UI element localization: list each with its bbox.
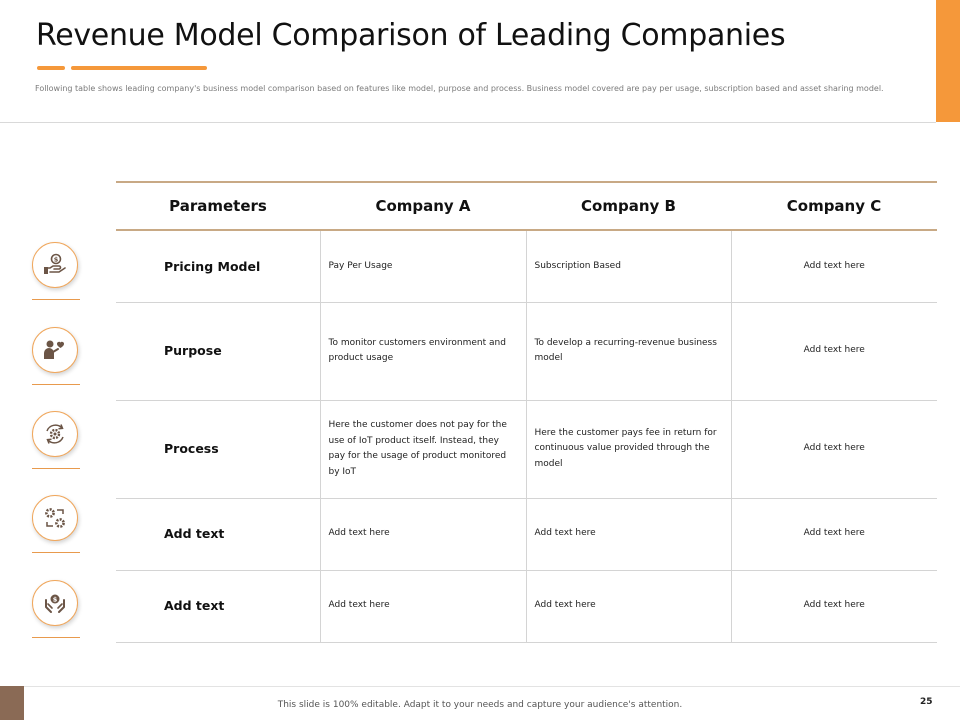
icon-underline — [32, 552, 80, 553]
slide-subtitle: Following table shows leading company's business model comparison based on features like model, purpose and process. Business model covered are pay per usage, subscription based and asset sharing model. — [35, 84, 884, 93]
icon-underline — [32, 468, 80, 469]
cell-company-a: To monitor customers environment and product usage — [320, 302, 526, 400]
row-parameter: Purpose — [116, 302, 320, 400]
cell-company-c: Add text here — [731, 230, 937, 302]
cell-company-a: Add text here — [320, 498, 526, 570]
gears-icon — [32, 495, 78, 541]
footer-text: This slide is 100% editable. Adapt it to your needs and capture your audience's attention. — [277, 700, 683, 710]
cell-company-b: Add text here — [526, 570, 731, 642]
cell-company-c: Add text here — [731, 570, 937, 642]
header-company-c: Company C — [731, 182, 937, 230]
gear-cycle-icon — [32, 411, 78, 457]
header-parameters: Parameters — [116, 182, 320, 230]
table-row — [116, 498, 937, 570]
slide-title: Revenue Model Comparison of Leading Companies — [36, 18, 786, 53]
cell-company-b: Here the customer pays fee in return for continuous value provided through the model — [526, 400, 731, 498]
header-divider — [0, 122, 936, 123]
icon-underline — [32, 637, 80, 638]
row-parameter: Process — [116, 400, 320, 498]
cell-company-b: Subscription Based — [526, 230, 731, 302]
cell-company-b: To develop a recurring-revenue business model — [526, 302, 731, 400]
svg-text:$: $ — [52, 595, 58, 604]
cell-company-b: Add text here — [526, 498, 731, 570]
icon-underline — [32, 299, 80, 300]
table-row — [116, 400, 937, 498]
footer-divider — [24, 686, 960, 687]
page-number: 25 — [920, 697, 933, 707]
row-parameter: Add text — [116, 498, 320, 570]
hands-dollar-icon — [32, 580, 78, 626]
cell-company-c: Add text here — [731, 400, 937, 498]
table-header-row — [116, 182, 937, 230]
header-company-b: Company B — [526, 182, 731, 230]
row-parameter: Add text — [116, 570, 320, 642]
title-underline-long — [71, 66, 207, 70]
row-parameter: Pricing Model — [116, 230, 320, 302]
icon-underline — [32, 384, 80, 385]
svg-text:$: $ — [53, 255, 59, 264]
person-heart-icon — [32, 327, 78, 373]
cell-company-a: Here the customer does not pay for the use of IoT product itself. Instead, they pay for the usage of product monitored by IoT — [320, 400, 526, 498]
title-underline-short — [37, 66, 65, 70]
cell-company-a: Pay Per Usage — [320, 230, 526, 302]
table-row — [116, 570, 937, 642]
money-hand-icon — [32, 242, 78, 288]
cell-company-a: Add text here — [320, 570, 526, 642]
table-row — [116, 302, 937, 400]
cell-company-c: Add text here — [731, 302, 937, 400]
cell-company-c: Add text here — [731, 498, 937, 570]
header-company-a: Company A — [320, 182, 526, 230]
accent-bar — [936, 0, 960, 122]
table-row — [116, 230, 937, 302]
comparison-table — [116, 181, 937, 643]
